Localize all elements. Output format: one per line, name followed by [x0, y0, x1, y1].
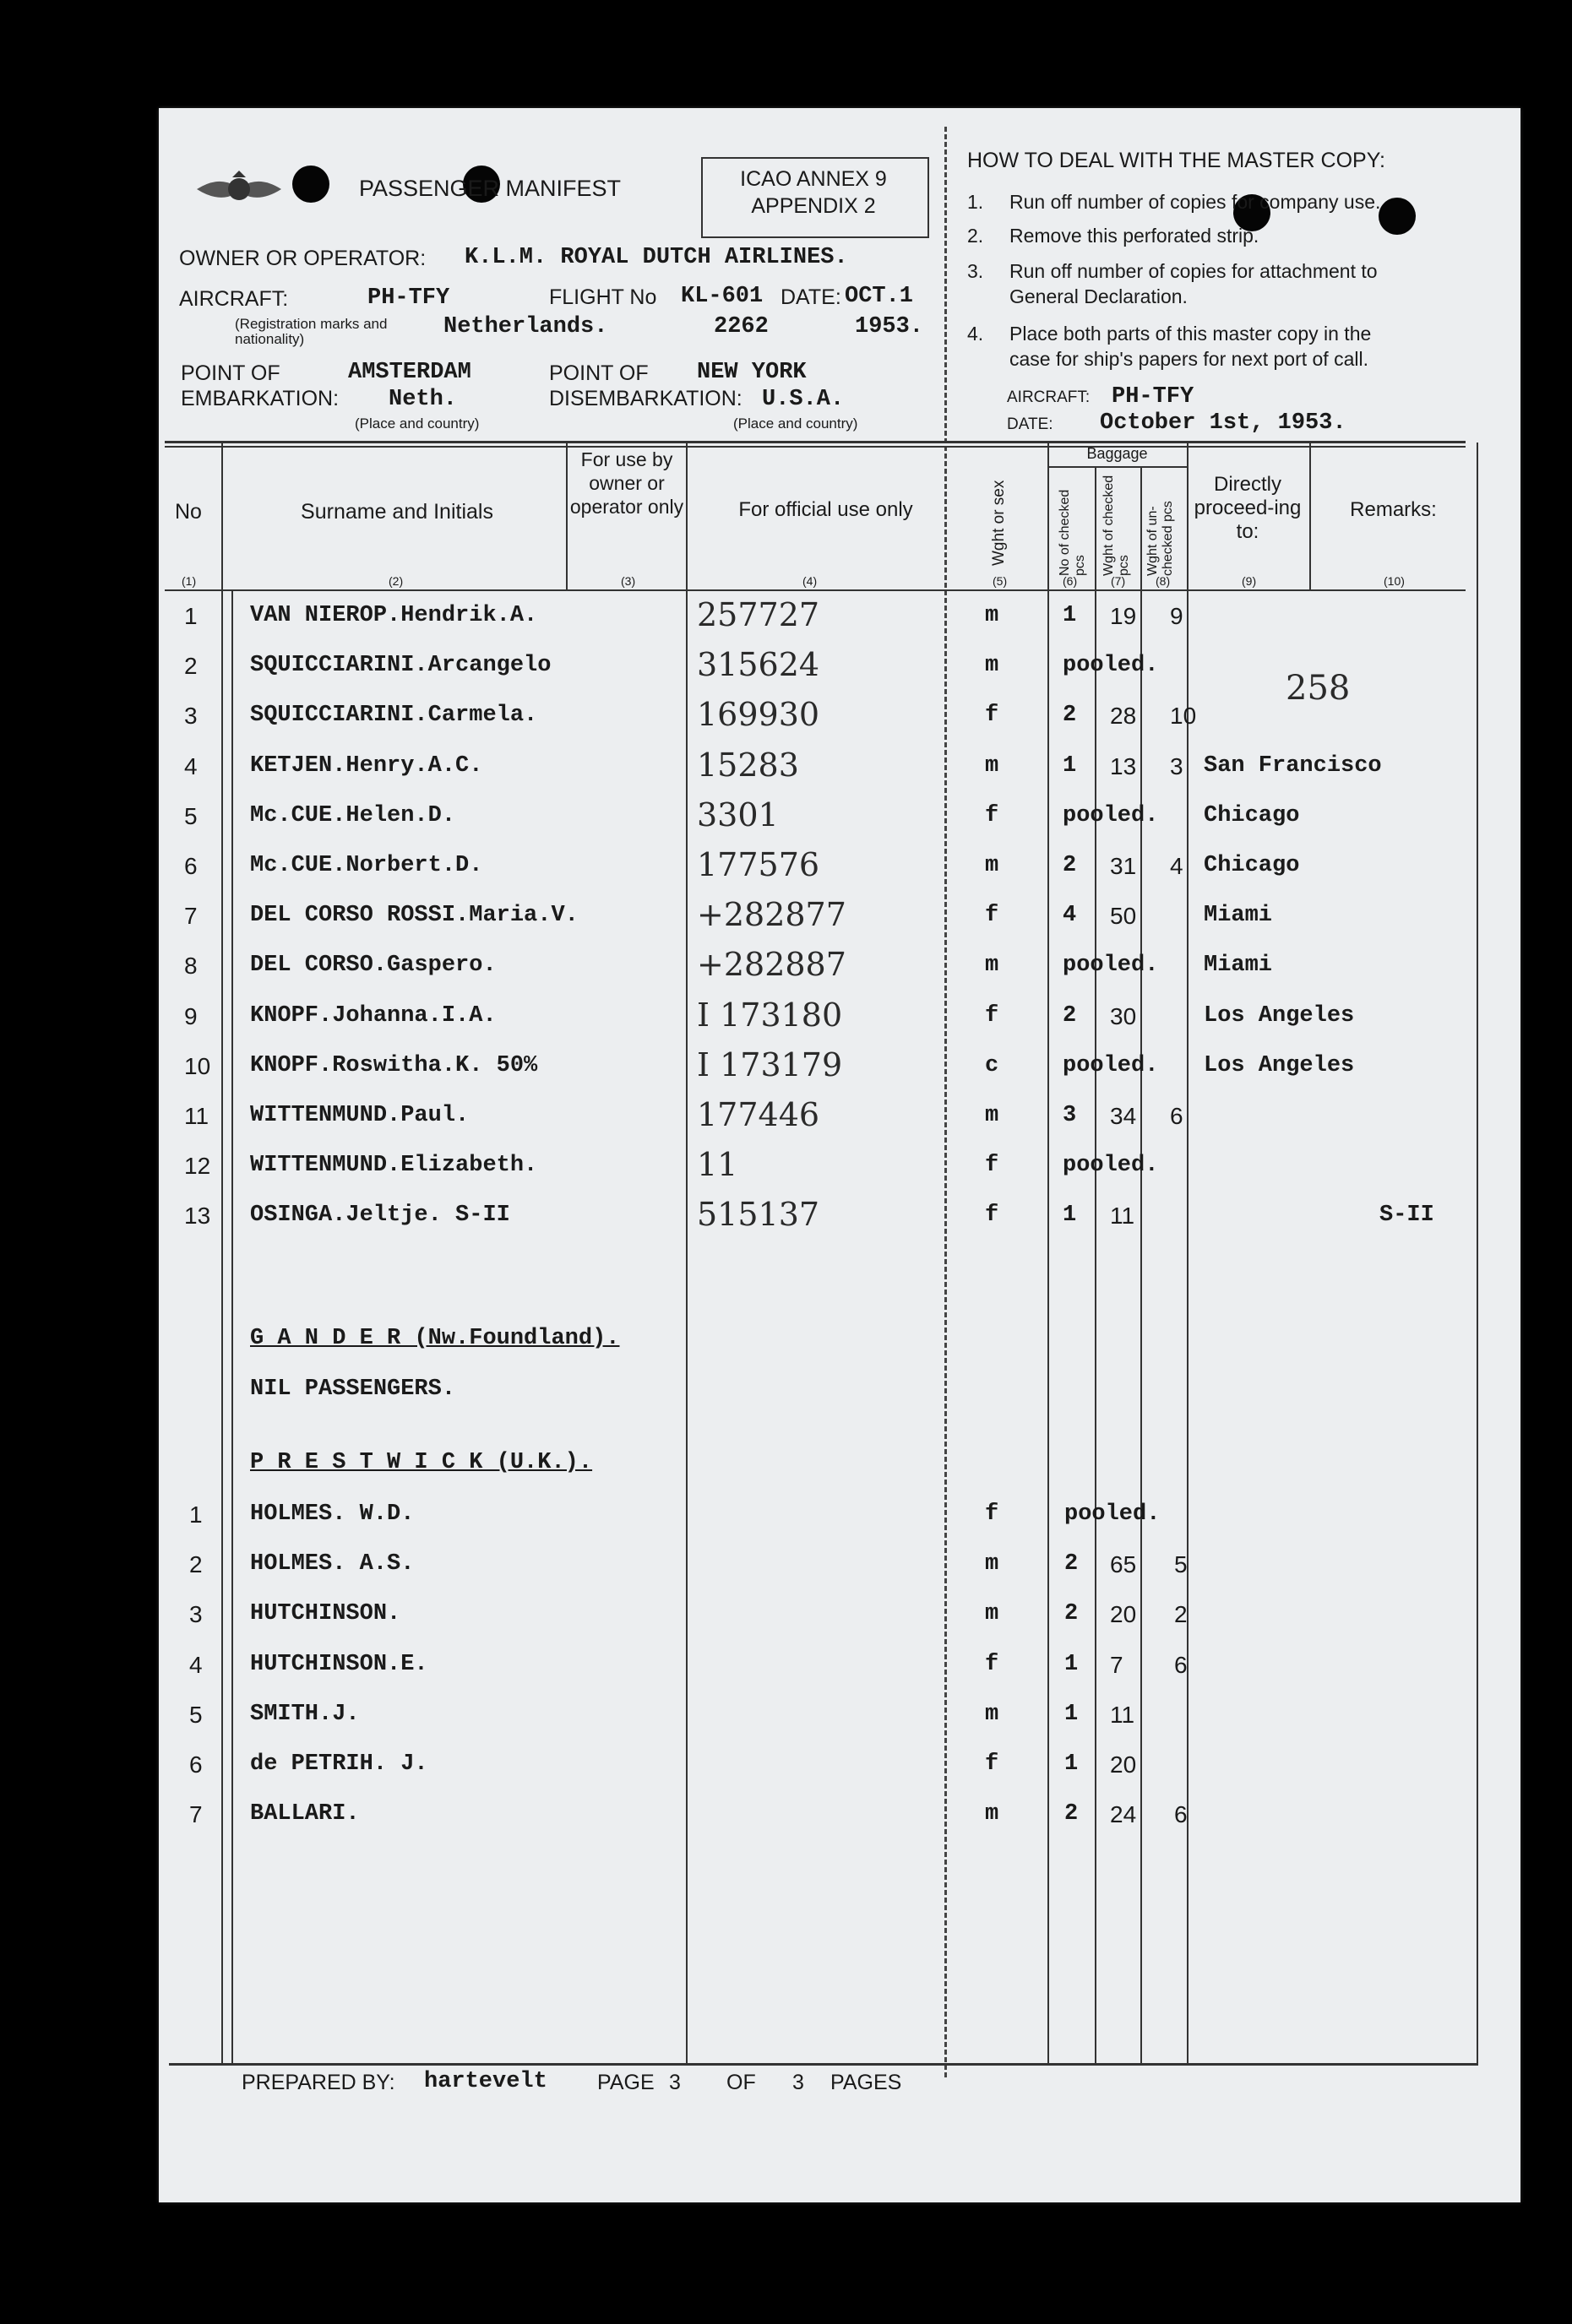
disembark-place-note: (Place and country): [733, 415, 858, 432]
perforation-line: [944, 127, 947, 2077]
col-line: [686, 443, 688, 2064]
official-use-number: 515137: [697, 1196, 820, 1233]
owner-value: K.L.M. ROYAL DUTCH AIRLINES.: [465, 245, 848, 270]
instruction-text: Run off number of copies for company use.: [1009, 191, 1381, 213]
destination: Miami: [1204, 903, 1273, 928]
instruction-number: 1.: [967, 191, 984, 213]
column-index: (1): [182, 574, 197, 588]
checked-pieces: 2: [1063, 1003, 1077, 1029]
sex-value: m: [985, 953, 999, 978]
instruction-text: case for ship's papers for next port of call.: [1009, 348, 1368, 370]
sex-value: m: [985, 1601, 999, 1626]
passenger-name: OSINGA.Jeltje. S-II: [250, 1203, 510, 1228]
unchecked-weight: 6: [1170, 1103, 1183, 1129]
unchecked-weight: 6: [1174, 1801, 1188, 1827]
checked-pieces: 1: [1064, 1652, 1079, 1677]
sex-value: m: [985, 653, 999, 678]
column-index: (10): [1384, 574, 1405, 588]
of-label: OF: [726, 2071, 756, 2094]
official-use-number: 169930: [697, 696, 820, 733]
sex-value: m: [985, 1801, 999, 1827]
row-number: 1: [189, 1501, 203, 1528]
instr-aircraft-value: PH-TFY: [1112, 384, 1194, 410]
destination: Chicago: [1204, 803, 1300, 828]
embark-city: AMSTERDAM: [348, 360, 471, 385]
passenger-name: WITTENMUND.Elizabeth.: [250, 1153, 538, 1178]
sex-value: m: [985, 603, 999, 628]
checked-weight: 34: [1110, 1103, 1137, 1129]
sex-value: f: [985, 703, 999, 728]
destination: San Francisco: [1204, 753, 1382, 779]
nationality-value: Netherlands.: [443, 314, 608, 339]
passenger-name: BALLARI.: [250, 1801, 360, 1827]
sex-value: m: [985, 1702, 999, 1727]
col-line: [231, 591, 233, 2064]
checked-weight: 19: [1110, 603, 1137, 629]
col-header-wght-sex: Wght or sex: [990, 480, 1008, 566]
row-number: 3: [184, 703, 198, 729]
instr-aircraft-label: AIRCRAFT:: [1007, 388, 1091, 406]
sex-value: m: [985, 1103, 999, 1128]
checked-weight: 65: [1110, 1551, 1137, 1577]
disembark-country: U.S.A.: [762, 387, 845, 412]
sex-value: m: [985, 853, 999, 878]
sex-value: f: [985, 1203, 999, 1228]
checked-weight: 31: [1110, 853, 1137, 879]
row-number: 4: [184, 753, 198, 779]
sex-value: m: [985, 1551, 999, 1577]
instruction-text: Run off number of copies for attachment to: [1009, 260, 1378, 282]
passenger-name: WITTENMUND.Paul.: [250, 1103, 470, 1128]
col-line: [1095, 466, 1096, 2064]
page-title: PASSENGER MANIFEST: [359, 176, 622, 201]
unchecked-weight: 10: [1170, 703, 1197, 729]
icao-annex: ICAO ANNEX 9: [740, 167, 887, 191]
passenger-name: SMITH.J.: [250, 1702, 360, 1727]
row-number: 11: [184, 1103, 209, 1129]
page-label: PAGE: [597, 2071, 655, 2094]
official-use-number: 257727: [697, 596, 820, 633]
destination: Los Angeles: [1204, 1003, 1355, 1029]
row-number: 8: [184, 953, 198, 979]
embark-country: Neth.: [389, 387, 458, 412]
checked-pieces: 1: [1063, 603, 1077, 628]
checked-weight: 11: [1110, 1203, 1135, 1229]
column-index: (7): [1111, 574, 1126, 588]
col-header-no-checked: No of checked pcs: [1058, 489, 1087, 576]
flight-number-2: 2262: [714, 314, 769, 339]
row-number: 10: [184, 1053, 211, 1079]
passenger-name: DEL CORSO.Gaspero.: [250, 953, 497, 978]
instruction-number: 3.: [967, 260, 984, 282]
checked-weight: 13: [1110, 753, 1137, 779]
disembark-label-1: POINT OF: [549, 361, 649, 385]
col-header-remarks: Remarks:: [1350, 498, 1437, 521]
disembark-label-2: DISEMBARKATION:: [549, 387, 742, 410]
checked-pieces: pooled.: [1063, 1053, 1159, 1078]
embark-place-note: (Place and country): [355, 415, 480, 432]
instruction-number: 4.: [967, 323, 984, 345]
checked-weight: 50: [1110, 903, 1137, 929]
unchecked-weight: 4: [1170, 853, 1183, 879]
passenger-name: Mc.CUE.Helen.D.: [250, 803, 456, 828]
sex-value: f: [985, 1003, 999, 1029]
checked-pieces: 1: [1064, 1751, 1079, 1777]
flight-label: FLIGHT No: [549, 285, 657, 309]
date-label: DATE:: [781, 285, 841, 309]
col-line: [1140, 466, 1142, 2064]
date-value: OCT.1: [845, 284, 914, 309]
unchecked-weight: 3: [1170, 753, 1183, 779]
checked-weight: 24: [1110, 1801, 1137, 1827]
table-bottom-rule: [169, 2063, 1478, 2066]
checked-pieces: 1: [1064, 1702, 1079, 1727]
aircraft-label: AIRCRAFT:: [179, 287, 289, 311]
unchecked-weight: 5: [1174, 1551, 1188, 1577]
passenger-name: KNOPF.Roswitha.K. 50%: [250, 1053, 538, 1078]
row-number: 5: [189, 1702, 203, 1728]
registration-note: (Registration marks and nationality): [235, 316, 388, 347]
page-total: 3: [792, 2071, 804, 2094]
instructions-title: HOW TO DEAL WITH THE MASTER COPY:: [967, 149, 1385, 172]
instruction-number: 2.: [967, 225, 984, 247]
column-index: (5): [993, 574, 1008, 588]
col-header-wght-unchecked: Wght of un-checked pcs: [1145, 501, 1175, 576]
checked-pieces: 3: [1063, 1103, 1077, 1128]
sex-value: m: [985, 753, 999, 779]
passenger-name: SQUICCIARINI.Arcangelo: [250, 653, 552, 678]
official-use-number: 177446: [697, 1096, 820, 1133]
checked-weight: 28: [1110, 703, 1137, 729]
checked-weight: 20: [1110, 1751, 1137, 1778]
prepared-by-label: PREPARED BY:: [242, 2071, 395, 2094]
row-number: 7: [184, 903, 198, 929]
official-use-number: 315624: [697, 646, 820, 683]
embark-label-2: EMBARKATION:: [181, 387, 340, 410]
checked-pieces: 2: [1063, 853, 1077, 878]
sex-value: c: [985, 1053, 999, 1078]
unchecked-weight: 2: [1174, 1601, 1188, 1627]
column-index: (9): [1242, 574, 1257, 588]
checked-weight: 7: [1110, 1652, 1123, 1678]
checked-pieces: pooled.: [1063, 653, 1159, 678]
col-line: [221, 443, 223, 2064]
passenger-name: KNOPF.Johanna.I.A.: [250, 1003, 497, 1029]
klm-crown-logo-icon: [193, 169, 286, 209]
row-number: 2: [184, 653, 198, 679]
checked-weight: 20: [1110, 1601, 1137, 1627]
official-use-number: I 173180: [697, 996, 843, 1034]
checked-pieces: 1: [1063, 1203, 1077, 1228]
unchecked-weight: 9: [1170, 603, 1183, 629]
column-index: (6): [1063, 574, 1078, 588]
destination: Chicago: [1204, 853, 1300, 878]
pages-label: PAGES: [830, 2071, 902, 2094]
row-number: 5: [184, 803, 198, 829]
row-number: 9: [184, 1003, 198, 1029]
passenger-name: Mc.CUE.Norbert.D.: [250, 853, 483, 878]
row-number: 12: [184, 1153, 211, 1179]
row-number: 1: [184, 603, 198, 629]
instruction-text: Place both parts of this master copy in the: [1009, 323, 1372, 345]
official-use-number: 3301: [697, 796, 779, 833]
col-header-owner-use: For use by owner or operator only: [569, 448, 684, 518]
col-header-surname: Surname and Initials: [301, 500, 493, 524]
checked-weight: 11: [1110, 1702, 1135, 1728]
sex-value: f: [985, 1501, 999, 1527]
header-bottom-rule: [165, 589, 1466, 591]
official-use-number: 11: [697, 1146, 738, 1183]
sex-value: f: [985, 1153, 999, 1178]
remarks: S-II: [1379, 1203, 1434, 1228]
passenger-name: HOLMES. W.D.: [250, 1501, 415, 1527]
sex-value: f: [985, 803, 999, 828]
sex-value: f: [985, 1751, 999, 1777]
col-header-no: No: [175, 500, 202, 524]
official-use-number: 15283: [697, 747, 799, 784]
page-number: 3: [669, 2071, 681, 2094]
prepared-by-value: hartevelt: [424, 2069, 547, 2094]
sex-value: f: [985, 903, 999, 928]
official-use-number: I 173179: [697, 1046, 843, 1083]
official-use-number: 177576: [697, 846, 820, 883]
row-number: 4: [189, 1652, 203, 1678]
passenger-name: KETJEN.Henry.A.C.: [250, 753, 483, 779]
col-header-directly: Directly proceed-ing to:: [1194, 473, 1302, 543]
col-line: [1477, 443, 1478, 2064]
checked-pieces: pooled.: [1063, 803, 1159, 828]
instruction-text: Remove this perforated strip.: [1009, 225, 1259, 247]
row-number: 6: [189, 1751, 203, 1778]
punch-hole: [1379, 198, 1416, 235]
flight-value: KL-601: [681, 284, 764, 309]
instr-date-value: October 1st, 1953.: [1100, 410, 1346, 436]
column-index: (4): [802, 574, 818, 588]
instr-date-label: DATE:: [1007, 415, 1053, 433]
checked-pieces: 2: [1064, 1801, 1079, 1827]
punch-hole: [292, 166, 329, 203]
col-line: [1047, 443, 1049, 2064]
table-top-rule-2: [165, 446, 1466, 448]
checked-pieces: 2: [1063, 703, 1077, 728]
aircraft-value: PH-TFY: [367, 285, 450, 311]
prestwick-heading: P R E S T W I C K (U.K.).: [250, 1450, 593, 1475]
col-header-baggage: Baggage: [1086, 445, 1148, 462]
handwritten-258: 258: [1286, 669, 1351, 708]
column-index: (3): [621, 574, 636, 588]
row-number: 6: [184, 853, 198, 879]
date-year: 1953.: [855, 314, 924, 339]
gander-heading: G A N D E R (Nw.Foundland).: [250, 1326, 620, 1351]
checked-pieces: pooled.: [1064, 1501, 1161, 1527]
table-top-rule: [165, 441, 1466, 443]
row-number: 13: [184, 1203, 211, 1229]
passenger-name: HUTCHINSON.E.: [250, 1652, 428, 1677]
checked-pieces: 1: [1063, 753, 1077, 779]
passenger-name: HOLMES. A.S.: [250, 1551, 415, 1577]
destination: Miami: [1204, 953, 1273, 978]
checked-weight: 30: [1110, 1003, 1137, 1029]
col-header-official-use: For official use only: [738, 498, 913, 521]
row-number: 3: [189, 1601, 203, 1627]
column-index: (8): [1156, 574, 1171, 588]
icao-appendix: APPENDIX 2: [751, 194, 876, 218]
checked-pieces: 4: [1063, 903, 1077, 928]
instruction-text: General Declaration.: [1009, 285, 1188, 307]
sex-value: f: [985, 1652, 999, 1677]
checked-pieces: pooled.: [1063, 953, 1159, 978]
destination: Los Angeles: [1204, 1053, 1355, 1078]
passenger-name: DEL CORSO ROSSI.Maria.V.: [250, 903, 579, 928]
col-header-wght-checked: Wght of checked pcs: [1101, 475, 1131, 576]
gander-nil: NIL PASSENGERS.: [250, 1376, 456, 1402]
checked-pieces: 2: [1064, 1601, 1079, 1626]
checked-pieces: 2: [1064, 1551, 1079, 1577]
passenger-name: de PETRIH. J.: [250, 1751, 428, 1777]
passenger-name: SQUICCIARINI.Carmela.: [250, 703, 538, 728]
unchecked-weight: 6: [1174, 1652, 1188, 1678]
disembark-city: NEW YORK: [697, 360, 807, 385]
owner-label: OWNER OR OPERATOR:: [179, 247, 427, 270]
official-use-number: +282887: [697, 946, 846, 983]
embark-label-1: POINT OF: [181, 361, 280, 385]
row-number: 2: [189, 1551, 203, 1577]
passenger-name: HUTCHINSON.: [250, 1601, 401, 1626]
official-use-number: +282877: [697, 896, 846, 933]
checked-pieces: pooled.: [1063, 1153, 1159, 1178]
column-index: (2): [389, 574, 404, 588]
passenger-name: VAN NIEROP.Hendrik.A.: [250, 603, 538, 628]
row-number: 7: [189, 1801, 203, 1827]
